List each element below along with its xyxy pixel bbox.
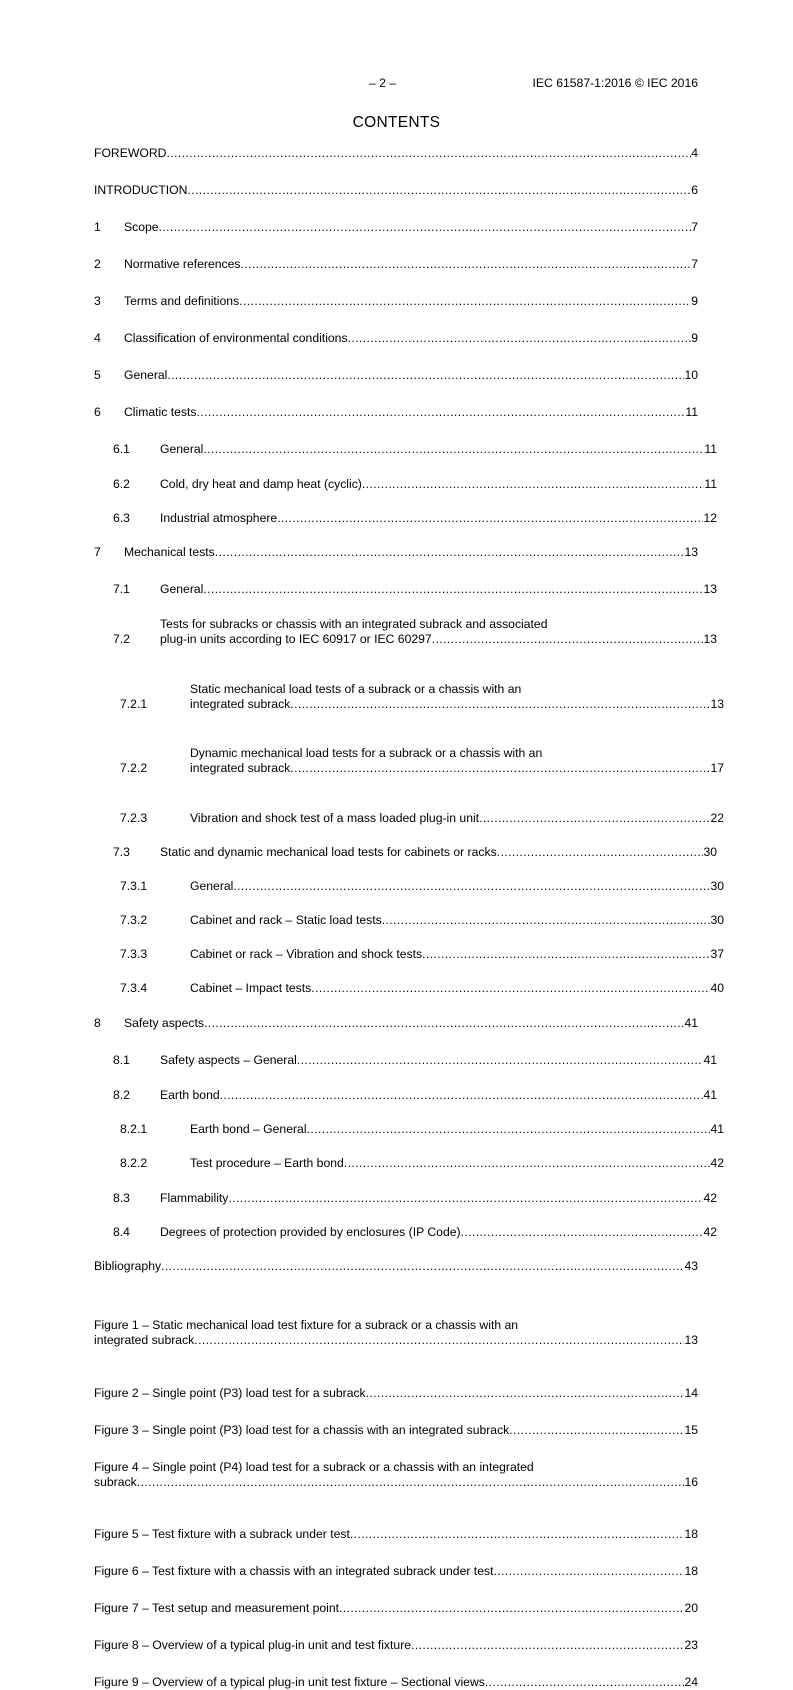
toc-entry[interactable] bbox=[94, 947, 724, 962]
document-id: IEC 61587-1:2016 © IEC 2016 bbox=[532, 76, 698, 90]
entry-title: General bbox=[160, 442, 204, 456]
page-reference: 22 bbox=[710, 811, 724, 825]
dot-leader bbox=[166, 146, 691, 161]
toc-entry[interactable] bbox=[94, 682, 724, 712]
section-number: 4 bbox=[94, 331, 101, 345]
page-reference: 13 bbox=[703, 582, 717, 596]
page-reference: 42 bbox=[710, 1156, 724, 1170]
dot-leader bbox=[411, 1638, 684, 1653]
entry-title: Cabinet – Impact tests bbox=[190, 981, 312, 995]
entry-title: Classification of environmental conditions bbox=[124, 331, 348, 345]
toc-entry[interactable] bbox=[94, 183, 698, 198]
section-number: 7.2.2 bbox=[120, 761, 148, 775]
entry-title: General bbox=[160, 582, 204, 596]
section-number: 7.3.2 bbox=[120, 913, 148, 927]
page-reference: 41 bbox=[710, 1122, 724, 1136]
dot-leader bbox=[161, 1259, 684, 1274]
figure-entry[interactable] bbox=[94, 1460, 698, 1490]
section-number: 8.2.1 bbox=[120, 1122, 148, 1136]
toc-entry[interactable] bbox=[94, 981, 724, 996]
section-number: 6.2 bbox=[113, 477, 130, 491]
page-reference: 14 bbox=[684, 1386, 698, 1400]
toc-entry[interactable] bbox=[94, 294, 698, 309]
section-number: 6.3 bbox=[113, 511, 130, 525]
dot-leader bbox=[196, 405, 685, 420]
page-reference: 7 bbox=[691, 220, 698, 234]
toc-entry[interactable] bbox=[94, 442, 717, 457]
toc-entry[interactable] bbox=[94, 879, 724, 894]
section-number: 2 bbox=[94, 257, 101, 271]
page-reference: 40 bbox=[710, 981, 724, 995]
dot-leader bbox=[159, 220, 692, 235]
page-reference: 11 bbox=[704, 442, 717, 456]
toc-entry[interactable] bbox=[94, 746, 724, 776]
dot-leader bbox=[366, 1386, 685, 1401]
toc-entry[interactable] bbox=[94, 1191, 717, 1206]
page-reference: 13 bbox=[684, 545, 698, 559]
page-reference: 11 bbox=[704, 477, 717, 491]
figure-entry[interactable] bbox=[94, 1527, 698, 1542]
figure-entry[interactable] bbox=[94, 1638, 698, 1653]
entry-title: Figure 7 – Test setup and measurement point bbox=[94, 1601, 340, 1615]
dot-leader bbox=[479, 811, 710, 826]
entry-title: Cold, dry heat and damp heat (cyclic) bbox=[160, 477, 362, 491]
figure-entry[interactable] bbox=[94, 1386, 698, 1401]
dot-leader bbox=[311, 981, 710, 996]
entry-title: Figure 9 – Overview of a typical plug-in unit test fixture – Sectional views bbox=[94, 1675, 485, 1689]
page-reference: 41 bbox=[684, 1016, 698, 1030]
page-reference: 42 bbox=[703, 1225, 717, 1239]
entry-title: Flammability bbox=[160, 1191, 229, 1205]
entry-title: INTRODUCTION bbox=[94, 183, 188, 197]
section-number: 8.1 bbox=[113, 1053, 130, 1067]
page-reference: 12 bbox=[703, 511, 717, 525]
section-number: 1 bbox=[94, 220, 101, 234]
toc-entry[interactable] bbox=[94, 1156, 724, 1171]
section-number: 6 bbox=[94, 405, 101, 419]
toc-entry[interactable] bbox=[94, 1088, 717, 1103]
toc-entry[interactable] bbox=[94, 1053, 717, 1068]
page-reference: 37 bbox=[710, 947, 724, 961]
toc-entry[interactable] bbox=[94, 405, 698, 420]
entry-title-continued: subrack bbox=[94, 1475, 137, 1489]
figure-entry[interactable] bbox=[94, 1423, 698, 1438]
entry-title: Figure 2 – Single point (P3) load test for a subrack bbox=[94, 1386, 366, 1400]
dot-leader bbox=[509, 1423, 684, 1438]
entry-title: Cabinet and rack – Static load tests bbox=[190, 913, 382, 927]
page-reference: 13 bbox=[684, 1333, 698, 1347]
entry-title: Figure 6 – Test fixture with a chassis with an integrated subrack under test bbox=[94, 1564, 494, 1578]
toc-entry[interactable] bbox=[94, 257, 698, 272]
entry-title: Tests for subracks or chassis with an integrated subrack and associated bbox=[160, 617, 548, 631]
section-number: 8.2 bbox=[113, 1088, 130, 1102]
dot-leader bbox=[382, 913, 711, 928]
entry-title: Industrial atmosphere bbox=[160, 511, 278, 525]
section-number: 7.2 bbox=[113, 632, 130, 646]
toc-entry[interactable] bbox=[94, 477, 717, 492]
page-reference: 30 bbox=[703, 845, 717, 859]
entry-title: Figure 1 – Static mechanical load test fixture for a subrack or a chassis with an bbox=[94, 1318, 519, 1332]
page-reference: 9 bbox=[691, 331, 698, 345]
dot-leader bbox=[344, 1156, 711, 1171]
entry-title: Figure 4 – Single point (P4) load test for a subrack or a chassis with an integrated bbox=[94, 1460, 534, 1474]
section-number: 5 bbox=[94, 368, 101, 382]
figure-entry[interactable] bbox=[94, 1318, 698, 1348]
entry-title: Earth bond bbox=[160, 1088, 220, 1102]
entry-title: Safety aspects – General bbox=[160, 1053, 297, 1067]
toc-entry[interactable] bbox=[94, 545, 698, 560]
dot-leader bbox=[493, 1564, 684, 1579]
page-reference: 30 bbox=[710, 879, 724, 893]
section-number: 8 bbox=[94, 1016, 101, 1030]
dot-leader bbox=[203, 582, 703, 597]
dot-leader bbox=[339, 1601, 684, 1616]
toc-entry[interactable] bbox=[94, 1259, 698, 1274]
entry-title: Earth bond – General bbox=[190, 1122, 307, 1136]
entry-title: Climatic tests bbox=[124, 405, 197, 419]
entry-title: Vibration and shock test of a mass loaded plug-in unit bbox=[190, 811, 480, 825]
page-reference: 16 bbox=[684, 1475, 698, 1489]
dot-leader bbox=[432, 632, 704, 647]
entry-title: Figure 5 – Test fixture with a subrack under test bbox=[94, 1527, 350, 1541]
page-reference: 24 bbox=[684, 1675, 698, 1689]
dot-leader bbox=[348, 331, 692, 346]
dot-leader bbox=[422, 947, 710, 962]
section-number: 8.4 bbox=[113, 1225, 130, 1239]
page-reference: 7 bbox=[691, 257, 698, 271]
section-number: 7.3.1 bbox=[120, 879, 148, 893]
dot-leader bbox=[297, 1053, 704, 1068]
page-reference: 23 bbox=[684, 1638, 698, 1652]
entry-title: Cabinet or rack – Vibration and shock tests bbox=[190, 947, 423, 961]
entry-title: Normative references bbox=[124, 257, 241, 271]
entry-title: Safety aspects bbox=[124, 1016, 204, 1030]
figure-entry[interactable] bbox=[94, 1675, 698, 1690]
dot-leader bbox=[239, 294, 691, 309]
dot-leader bbox=[233, 879, 710, 894]
entry-title: Scope bbox=[124, 220, 159, 234]
toc-entry[interactable] bbox=[94, 845, 717, 860]
page-reference: 4 bbox=[691, 146, 698, 160]
section-number: 7 bbox=[94, 545, 101, 559]
entry-title: Mechanical tests bbox=[124, 545, 215, 559]
page-reference: 17 bbox=[710, 761, 724, 775]
dot-leader bbox=[485, 1675, 685, 1690]
section-number: 8.2.2 bbox=[120, 1156, 148, 1170]
dot-leader bbox=[277, 511, 703, 526]
dot-leader bbox=[307, 1122, 711, 1137]
page-reference: 20 bbox=[684, 1601, 698, 1615]
page-reference: 43 bbox=[684, 1259, 698, 1273]
dot-leader bbox=[290, 761, 710, 776]
entry-title: Static and dynamic mechanical load tests for cabinets or racks bbox=[160, 845, 497, 859]
section-number: 6.1 bbox=[113, 442, 130, 456]
entry-title: FOREWORD bbox=[94, 146, 167, 160]
page-reference: 13 bbox=[710, 697, 724, 711]
entry-title: Test procedure – Earth bond bbox=[190, 1156, 344, 1170]
dot-leader bbox=[362, 477, 704, 492]
page-number: – 2 – bbox=[369, 76, 397, 90]
dot-leader bbox=[497, 845, 704, 860]
section-number: 7.3.4 bbox=[120, 981, 148, 995]
entry-title-continued: integrated subrack bbox=[190, 697, 291, 711]
dot-leader bbox=[194, 1333, 684, 1348]
toc-entry[interactable] bbox=[94, 511, 717, 526]
dot-leader bbox=[204, 1016, 684, 1031]
entry-title: Static mechanical load tests of a subrack or a chassis with an bbox=[190, 682, 522, 696]
figure-entry[interactable] bbox=[94, 1564, 698, 1579]
section-number: 7.1 bbox=[113, 582, 130, 596]
dot-leader bbox=[350, 1527, 685, 1542]
section-number: 7.3.3 bbox=[120, 947, 148, 961]
dot-leader bbox=[241, 257, 692, 272]
dot-leader bbox=[187, 183, 691, 198]
entry-title-continued: integrated subrack bbox=[190, 761, 291, 775]
page-reference: 18 bbox=[684, 1527, 698, 1541]
page-reference: 13 bbox=[703, 632, 717, 646]
toc-entry[interactable] bbox=[94, 368, 698, 383]
page-reference: 11 bbox=[685, 405, 698, 419]
page-reference: 6 bbox=[691, 183, 698, 197]
figure-entry[interactable] bbox=[94, 1601, 698, 1616]
toc-entry[interactable] bbox=[94, 617, 717, 647]
dot-leader bbox=[290, 697, 710, 712]
entry-title: General bbox=[190, 879, 234, 893]
page-header bbox=[0, 76, 793, 92]
toc-entry[interactable] bbox=[94, 811, 724, 826]
entry-title: General bbox=[124, 368, 168, 382]
page-reference: 10 bbox=[684, 368, 698, 382]
entry-title-continued: plug-in units according to IEC 60917 or IEC 60297 bbox=[160, 632, 432, 646]
page-title: CONTENTS bbox=[352, 114, 441, 131]
page-reference: 41 bbox=[703, 1088, 717, 1102]
toc-entry[interactable] bbox=[94, 1016, 698, 1031]
toc-entry[interactable] bbox=[94, 913, 724, 928]
entry-title: Terms and definitions bbox=[124, 294, 240, 308]
page-reference: 42 bbox=[703, 1191, 717, 1205]
dot-leader bbox=[203, 442, 704, 457]
section-number: 7.2.3 bbox=[120, 811, 148, 825]
page-reference: 15 bbox=[684, 1423, 698, 1437]
entry-title: Figure 3 – Single point (P3) load test for a chassis with an integrated subrack bbox=[94, 1423, 510, 1437]
dot-leader bbox=[215, 545, 685, 560]
dot-leader bbox=[137, 1475, 685, 1490]
section-number: 8.3 bbox=[113, 1191, 130, 1205]
page-reference: 18 bbox=[684, 1564, 698, 1578]
entry-title: Figure 8 – Overview of a typical plug-in unit and test fixture bbox=[94, 1638, 412, 1652]
section-number: 7.3 bbox=[113, 845, 130, 859]
toc-entry[interactable] bbox=[94, 1122, 724, 1137]
toc-entry[interactable] bbox=[94, 146, 698, 161]
toc-entry[interactable] bbox=[94, 582, 717, 597]
entry-title: Dynamic mechanical load tests for a subrack or a chassis with an bbox=[190, 746, 543, 760]
toc-entry[interactable] bbox=[94, 1225, 717, 1240]
dot-leader bbox=[220, 1088, 704, 1103]
page-reference: 30 bbox=[710, 913, 724, 927]
page-reference: 41 bbox=[703, 1053, 717, 1067]
section-number: 3 bbox=[94, 294, 101, 308]
toc-entry[interactable] bbox=[94, 220, 698, 235]
section-number: 7.2.1 bbox=[120, 697, 148, 711]
dot-leader bbox=[228, 1191, 703, 1206]
page-reference: 9 bbox=[691, 294, 698, 308]
dot-leader bbox=[167, 368, 684, 383]
dot-leader bbox=[461, 1225, 704, 1240]
toc-entry[interactable] bbox=[94, 331, 698, 346]
entry-title: Degrees of protection provided by enclosures (IP Code) bbox=[160, 1225, 461, 1239]
entry-title-continued: integrated subrack bbox=[94, 1333, 195, 1347]
entry-title: Bibliography bbox=[94, 1259, 162, 1273]
